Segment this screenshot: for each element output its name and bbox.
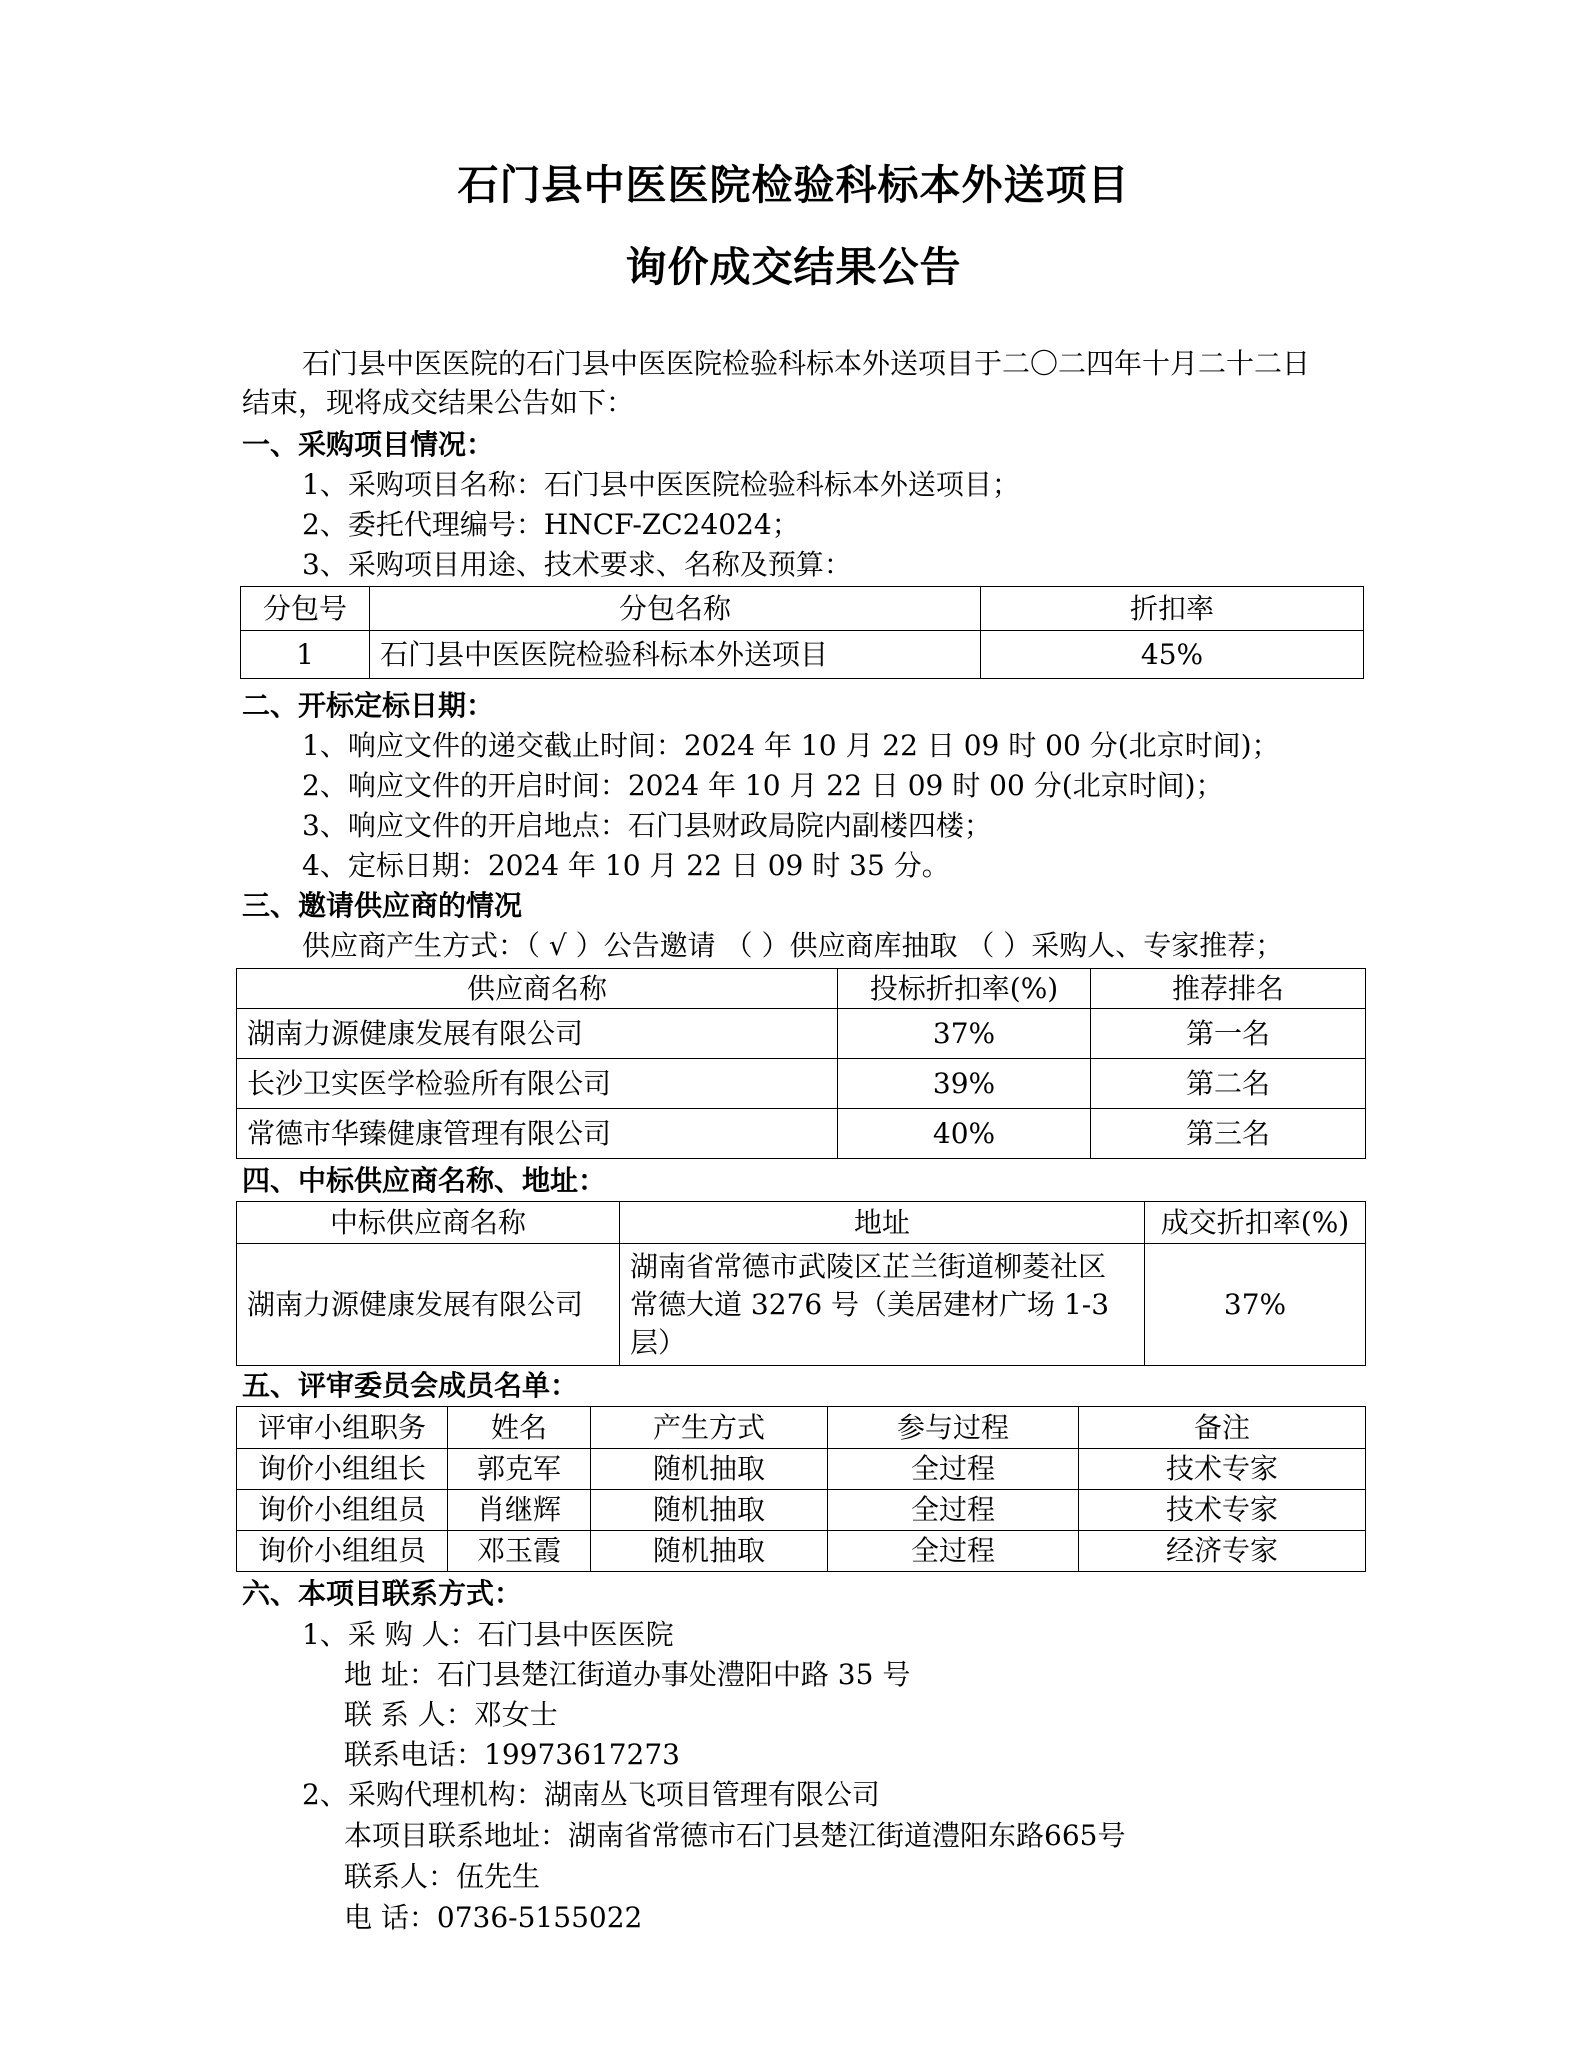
supplier-rank: 第三名: [1091, 1109, 1366, 1159]
package-table: [240, 586, 1364, 679]
supplier-table: [236, 968, 1366, 1159]
agency-contact: 联系人：伍先生: [344, 1860, 541, 1893]
table-header-row: [237, 1202, 1366, 1244]
section-2-heading: 二、开标定标日期：: [242, 689, 495, 722]
header-supplier-name: 供应商名称: [237, 969, 838, 1009]
table-row: [237, 1009, 1366, 1059]
header-package-name: 分包名称: [370, 587, 981, 631]
section-2-item-3: 3、响应文件的开启地点：石门县财政局院内副楼四楼；: [302, 809, 992, 842]
header-deal-discount: 成交折扣率(%): [1145, 1202, 1366, 1244]
table-header-row: [241, 587, 1364, 631]
supplier-discount: 37%: [838, 1009, 1091, 1059]
section-5-heading: 五、评审委员会成员名单：: [242, 1369, 579, 1402]
header-rank: 推荐排名: [1091, 969, 1366, 1009]
table-header-row: [237, 969, 1366, 1009]
header-selection-method: 产生方式: [591, 1407, 828, 1449]
address-line-3: 层）: [630, 1325, 687, 1359]
header-remarks: 备注: [1079, 1407, 1366, 1449]
member-role: 询价小组组员: [237, 1531, 448, 1572]
intro-line-2: 结束，现将成交结果公告如下：: [242, 386, 635, 419]
package-discount: 45%: [981, 631, 1364, 679]
header-discount: 折扣率: [981, 587, 1364, 631]
table-row: [237, 1059, 1366, 1109]
member-name: 郭克军: [448, 1449, 591, 1490]
section-2-item-4: 4、定标日期：2024 年 10 月 22 日 09 时 35 分。: [302, 849, 950, 882]
table-row: [237, 1531, 1366, 1572]
purchaser-contact: 联 系 人：邓女士: [344, 1698, 558, 1731]
table-row: [237, 1244, 1366, 1366]
member-remark: 技术专家: [1079, 1490, 1366, 1531]
agency-phone: 电 话：0736-5155022: [344, 1901, 643, 1934]
supplier-rank: 第一名: [1091, 1009, 1366, 1059]
member-remark: 技术专家: [1079, 1449, 1366, 1490]
winner-rate: 37%: [1145, 1244, 1366, 1366]
member-participation: 全过程: [828, 1449, 1079, 1490]
member-method: 随机抽取: [591, 1490, 828, 1531]
winner-address: [620, 1244, 1145, 1366]
table-row: [237, 1109, 1366, 1159]
procurement-agency: 2、采购代理机构：湖南丛飞项目管理有限公司: [302, 1778, 880, 1811]
header-bid-discount: 投标折扣率(%): [838, 969, 1091, 1009]
header-address: 地址: [620, 1202, 1145, 1244]
intro-line-1: 石门县中医医院的石门县中医医院检验科标本外送项目于二〇二四年十月二十二日: [302, 347, 1311, 380]
purchaser: 1、采 购 人：石门县中医医院: [302, 1618, 674, 1651]
supplier-name: 长沙卫实医学检验所有限公司: [237, 1059, 838, 1109]
member-role: 询价小组组长: [237, 1449, 448, 1490]
header-participation: 参与过程: [828, 1407, 1079, 1449]
member-method: 随机抽取: [591, 1449, 828, 1490]
winner-table: [236, 1201, 1366, 1366]
supplier-name: 湖南力源健康发展有限公司: [237, 1009, 838, 1059]
address-line-1: 湖南省常德市武陵区芷兰街道柳菱社区: [630, 1249, 1107, 1283]
title-line-2: 询价成交结果公告: [625, 243, 962, 291]
purchaser-phone: 联系电话：19973617273: [344, 1738, 680, 1771]
section-1-heading: 一、采购项目情况：: [242, 428, 495, 461]
supplier-discount: 40%: [838, 1109, 1091, 1159]
package-no: 1: [241, 631, 370, 679]
section-6-heading: 六、本项目联系方式：: [242, 1577, 523, 1610]
package-name: 石门县中医医院检验科标本外送项目: [370, 631, 981, 679]
member-remark: 经济专家: [1079, 1531, 1366, 1572]
section-2-item-2: 2、响应文件的开启时间：2024 年 10 月 22 日 09 时 00 分(北京时间)；: [302, 769, 1224, 802]
member-role: 询价小组组员: [237, 1490, 448, 1531]
address-line-2: 常德大道 3276 号（美居建材广场 1-3: [630, 1287, 1110, 1321]
table-row: [241, 631, 1364, 679]
title-line-1: 石门县中医医院检验科标本外送项目: [457, 161, 1130, 209]
supplier-method: 供应商产生方式：（ √ ）公告邀请 （ ）供应商库抽取 （ ）采购人、专家推荐；: [302, 929, 1284, 962]
header-winner-name: 中标供应商名称: [237, 1202, 620, 1244]
member-name: 邓玉霞: [448, 1531, 591, 1572]
purchaser-address: 地 址：石门县楚江街道办事处澧阳中路 35 号: [344, 1658, 911, 1691]
agency-address: 本项目联系地址：湖南省常德市石门县楚江街道澧阳东路665号: [344, 1819, 1126, 1852]
section-3-heading: 三、邀请供应商的情况: [242, 889, 523, 922]
section-1-item-1: 1、采购项目名称：石门县中医医院检验科标本外送项目；: [302, 468, 1020, 501]
table-row: [237, 1490, 1366, 1531]
supplier-name: 常德市华臻健康管理有限公司: [237, 1109, 838, 1159]
header-member-name: 姓名: [448, 1407, 591, 1449]
member-participation: 全过程: [828, 1531, 1079, 1572]
winner-name: 湖南力源健康发展有限公司: [237, 1244, 620, 1366]
section-1-item-2: 2、委托代理编号：HNCF-ZC24024；: [302, 508, 800, 541]
section-1-item-3: 3、采购项目用途、技术要求、名称及预算：: [302, 548, 852, 581]
member-name: 肖继辉: [448, 1490, 591, 1531]
section-4-heading: 四、中标供应商名称、地址：: [242, 1164, 607, 1197]
section-2-item-1: 1、响应文件的递交截止时间：2024 年 10 月 22 日 09 时 00 分(北京时间)；: [302, 729, 1280, 762]
table-row: [237, 1449, 1366, 1490]
table-header-row: [237, 1407, 1366, 1449]
committee-table: [236, 1406, 1366, 1572]
supplier-discount: 39%: [838, 1059, 1091, 1109]
header-package-no: 分包号: [241, 587, 370, 631]
member-method: 随机抽取: [591, 1531, 828, 1572]
member-participation: 全过程: [828, 1490, 1079, 1531]
supplier-rank: 第二名: [1091, 1059, 1366, 1109]
header-role: 评审小组职务: [237, 1407, 448, 1449]
